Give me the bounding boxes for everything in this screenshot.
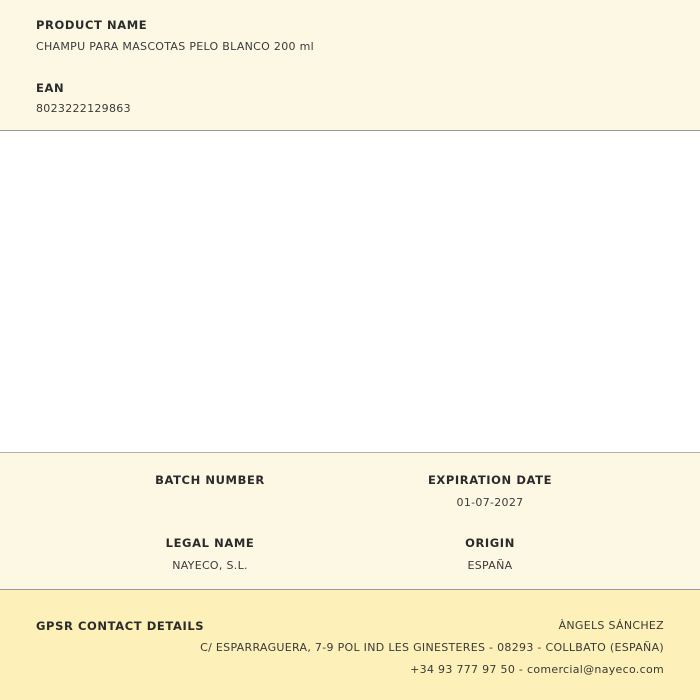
gpsr-contact-block (200, 619, 664, 685)
legal-name-value: NAYECO, S.L. (172, 559, 248, 572)
expiration-date-cell (350, 473, 630, 509)
gpsr-contact-label: GPSR CONTACT DETAILS (36, 619, 205, 633)
expiration-date-value: 01-07-2027 (456, 496, 524, 509)
product-info-section (0, 0, 700, 131)
origin-cell (350, 536, 630, 572)
ean-value: 8023222129863 (36, 102, 131, 115)
blank-content-area (0, 131, 700, 452)
batch-number-cell (70, 473, 350, 496)
gpsr-contact-section (0, 590, 700, 700)
ean-label: EAN (36, 81, 65, 95)
contact-address: C/ ESPARRAGUERA, 7-9 POL IND LES GINESTERES - 08293 - COLLBATO (ESPAÑA) (200, 641, 664, 654)
product-details-section (0, 452, 700, 590)
product-name-value: CHAMPU PARA MASCOTAS PELO BLANCO 200 ml (36, 40, 314, 53)
legal-name-cell (70, 536, 350, 572)
legal-name-label: LEGAL NAME (165, 536, 255, 550)
contact-phone-email: +34 93 777 97 50 - comercial@nayeco.com (410, 663, 664, 676)
batch-number-label: BATCH NUMBER (155, 473, 265, 487)
product-name-label: PRODUCT NAME (36, 18, 148, 32)
origin-label: ORIGIN (465, 536, 515, 550)
origin-value: ESPAÑA (467, 559, 513, 572)
contact-name: ÀNGELS SÁNCHEZ (558, 619, 664, 632)
expiration-date-label: EXPIRATION DATE (427, 473, 553, 487)
